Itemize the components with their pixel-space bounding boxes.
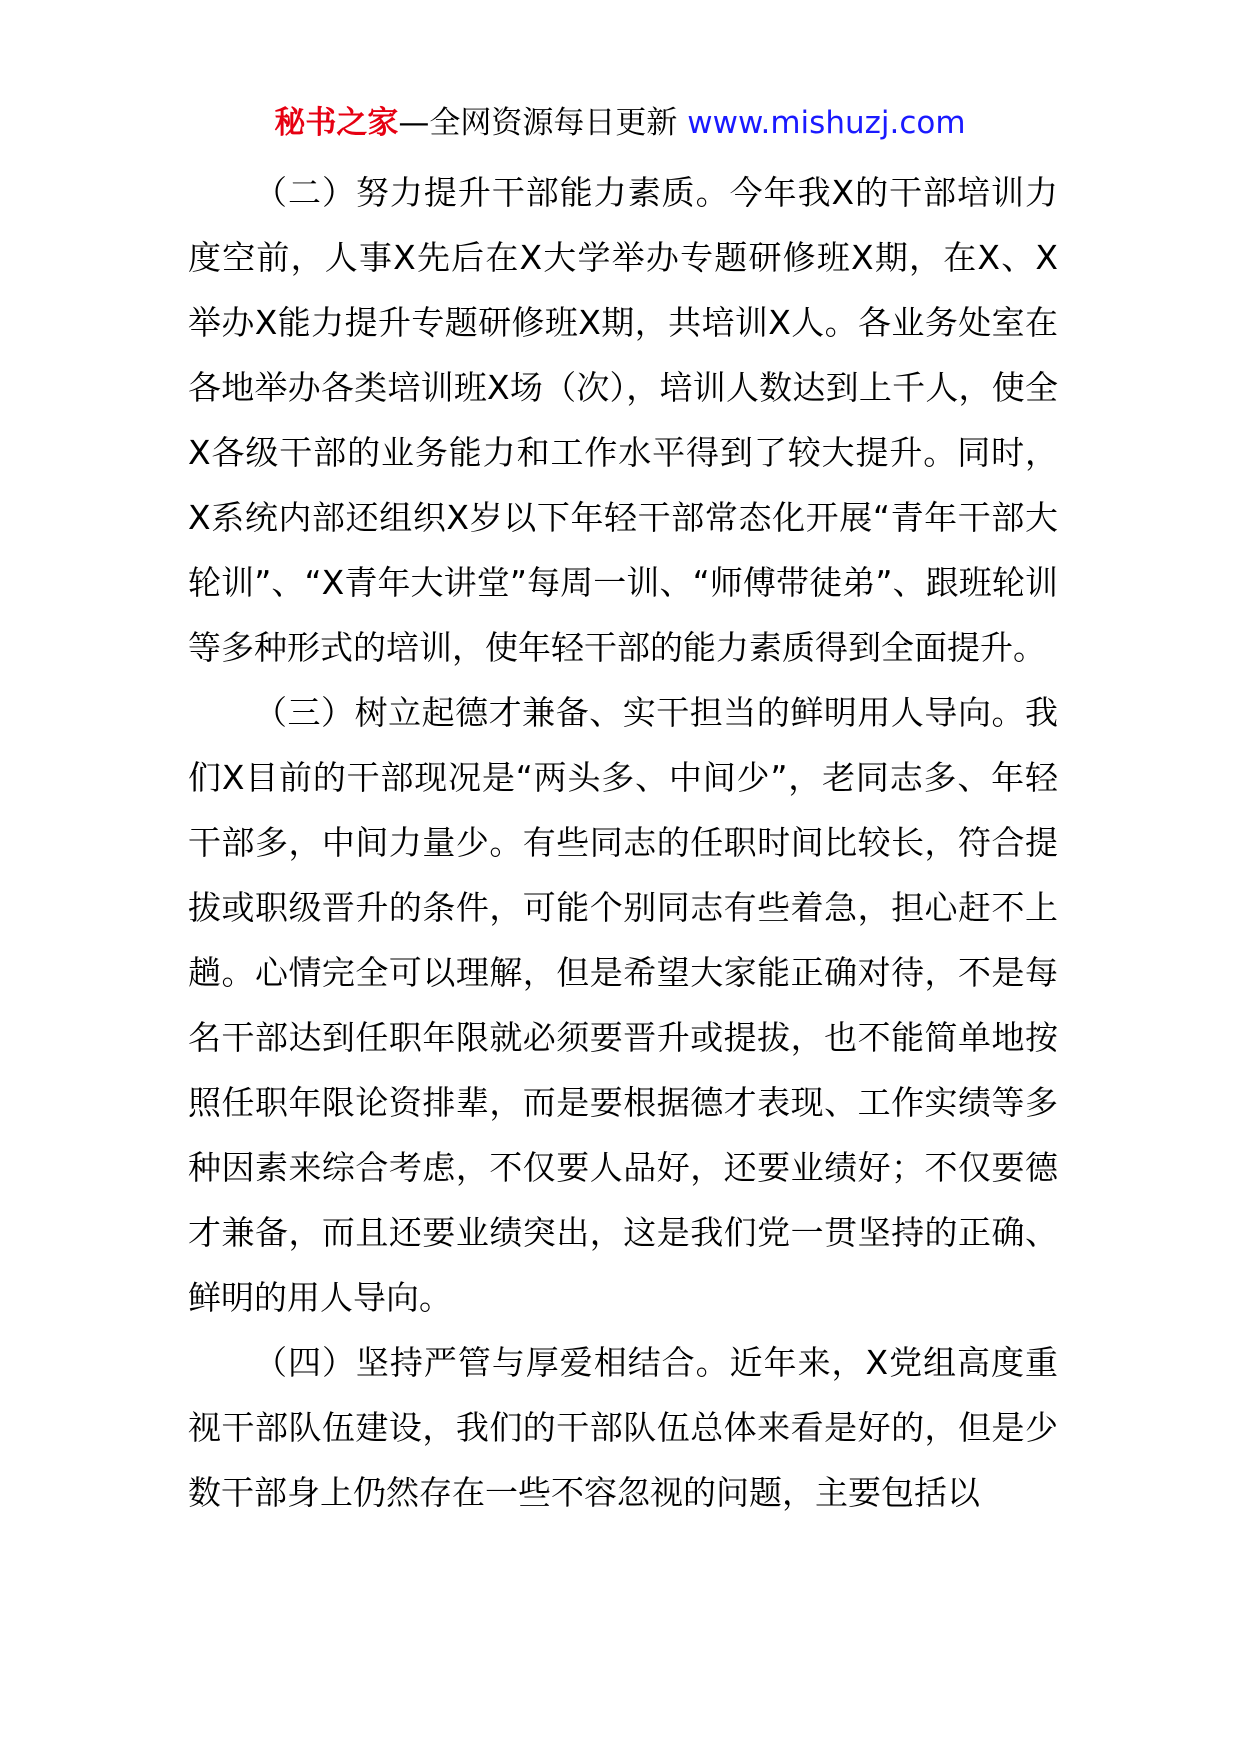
brand-name: 秘书之家 <box>274 105 399 141</box>
paragraph-2: （二）努力提升干部能力素质。今年我X的干部培训力度空前，人事X先后在X大学举办专题研修班X期，在X、X举办X能力提升专题研修班X期，共培训X人。各业务处室在各地举办各类培训班X场（次），培训人数达到上千人，使全X各级干部的业务能力和工作水平得到了较大提升。同时，X系统内部还组织X岁以下年轻干部常态化开展“青年干部大轮训”、“X青年大讲堂”每周一训、“师傅带徒弟”、跟班轮训等多种形式的培训，使年轻干部的能力素质得到全面提升。 <box>188 173 1058 667</box>
header-tagline: —全网资源每日更新 <box>398 105 688 141</box>
site-url-link[interactable]: www.mishuzj.com <box>687 105 966 141</box>
document-body <box>188 160 1058 1525</box>
paragraph-4: （四）坚持严管与厚爱相结合。近年来，X党组高度重视干部队伍建设，我们的干部队伍总体来看是好的，但是少数干部身上仍然存在一些不容忽视的问题，主要包括以 <box>188 1343 1058 1512</box>
site-header <box>0 100 1240 146</box>
paragraph-3: （三）树立起德才兼备、实干担当的鲜明用人导向。我们X目前的干部现况是“两头多、中间少”，老同志多、年轻干部多，中间力量少。有些同志的任职时间比较长，符合提拔或职级晋升的条件，可能个别同志有些着急，担心赶不上趟。心情完全可以理解，但是希望大家能正确对待，不是每名干部达到任职年限就必须要晋升或提拔，也不能简单地按照任职年限论资排辈，而是要根据德才表现、工作实绩等多种因素来综合考虑，不仅要人品好，还要业绩好；不仅要德才兼备，而且还要业绩突出，这是我们党一贯坚持的正确、鲜明的用人导向。 <box>188 693 1058 1317</box>
